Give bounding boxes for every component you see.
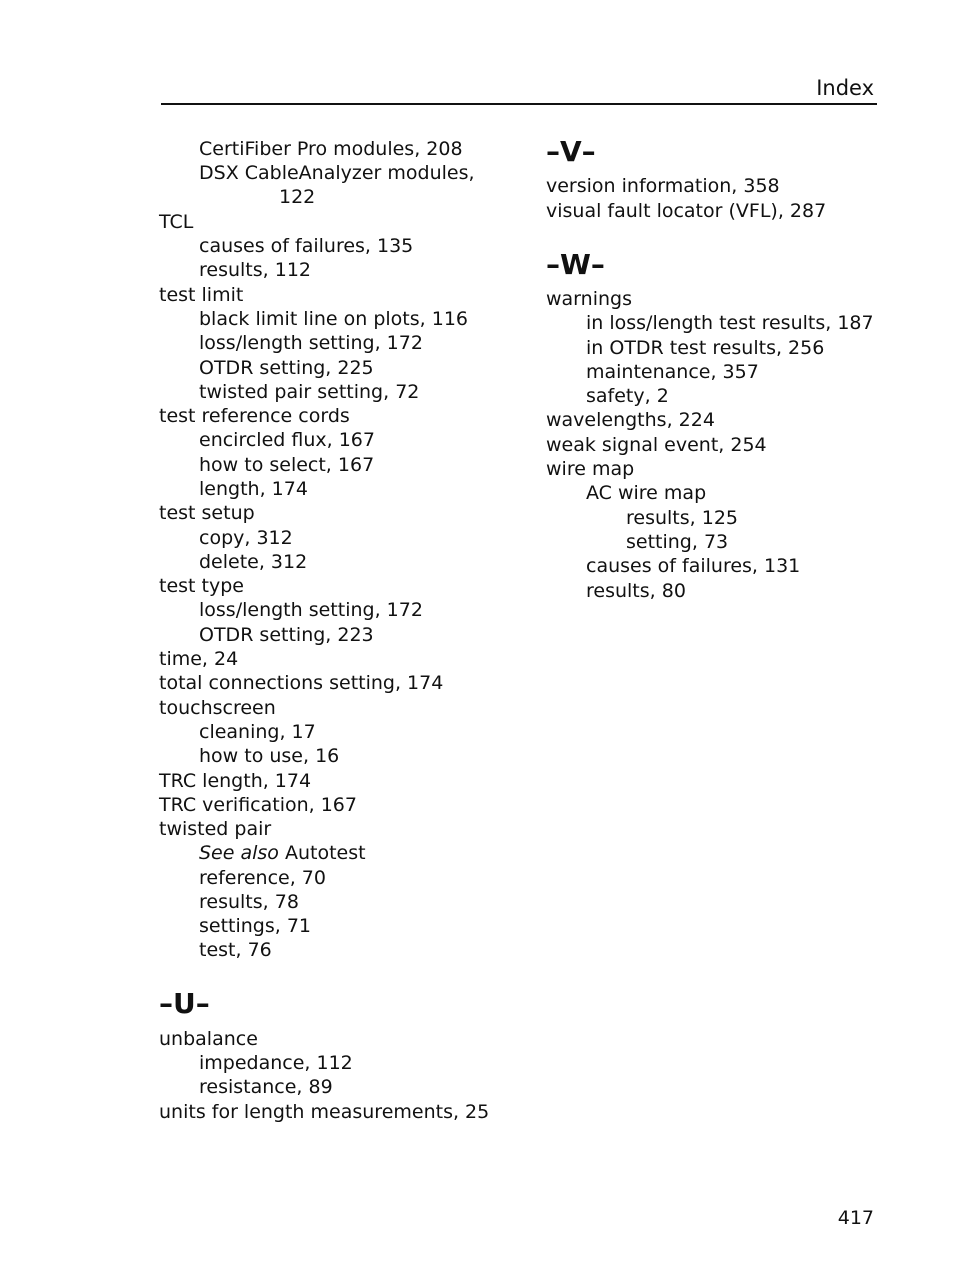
index-subentry: AC wire map <box>586 482 707 504</box>
index-subsubentry: results, 125 <box>626 507 738 529</box>
index-subentry: in OTDR test results, 256 <box>586 337 825 359</box>
index-subentry: black limit line on plots, 116 <box>199 308 468 330</box>
index-subentry: maintenance, 357 <box>586 361 759 383</box>
index-entry: weak signal event, 254 <box>546 434 767 456</box>
index-subentry: DSX CableAnalyzer modules, <box>199 162 475 184</box>
index-entry: total connections setting, 174 <box>159 672 444 694</box>
header-title: Index <box>816 76 874 100</box>
index-subentry: resistance, 89 <box>199 1076 333 1098</box>
index-subentry: causes of failures, 135 <box>199 235 414 257</box>
index-entry: TCL <box>159 211 194 233</box>
index-subentry: loss/length setting, 172 <box>199 332 423 354</box>
index-subentry: delete, 312 <box>199 551 308 573</box>
index-subentry: test, 76 <box>199 939 272 961</box>
index-entry: wavelengths, 224 <box>546 409 715 431</box>
index-subentry: how to select, 167 <box>199 454 375 476</box>
index-entry: test reference cords <box>159 405 350 427</box>
index-subentry: settings, 71 <box>199 915 312 937</box>
index-subentry-continuation: 122 <box>279 186 316 208</box>
index-entry: TRC verification, 167 <box>159 794 357 816</box>
section-heading-u: –U– <box>159 987 210 1020</box>
section-heading-v: –V– <box>546 135 596 168</box>
index-subentry: length, 174 <box>199 478 308 500</box>
index-entry: test setup <box>159 502 255 524</box>
header-rule <box>161 103 877 105</box>
see-also-target: Autotest <box>284 842 366 864</box>
index-subentry: OTDR setting, 225 <box>199 357 374 379</box>
index-subentry: safety, 2 <box>586 385 669 407</box>
index-entry: version information, 358 <box>546 175 780 197</box>
index-entry: units for length measurements, 25 <box>159 1101 490 1123</box>
index-entry: test type <box>159 575 244 597</box>
index-entry: warnings <box>546 288 632 310</box>
index-subentry: CertiFiber Pro modules, 208 <box>199 138 463 160</box>
index-subentry: loss/length setting, 172 <box>199 599 423 621</box>
index-entry: unbalance <box>159 1028 258 1050</box>
see-also-label: See also <box>199 842 279 864</box>
index-subentry: reference, 70 <box>199 867 326 889</box>
index-subentry: results, 80 <box>586 580 686 602</box>
index-entry: time, 24 <box>159 648 239 670</box>
index-entry: touchscreen <box>159 697 276 719</box>
index-entry: wire map <box>546 458 635 480</box>
index-entry: twisted pair <box>159 818 272 840</box>
index-subentry: results, 78 <box>199 891 299 913</box>
index-subentry: causes of failures, 131 <box>586 555 801 577</box>
index-subentry: OTDR setting, 223 <box>199 624 374 646</box>
index-subsubentry: setting, 73 <box>626 531 729 553</box>
page-number: 417 <box>837 1207 874 1229</box>
index-subentry: twisted pair setting, 72 <box>199 381 420 403</box>
index-subentry: copy, 312 <box>199 527 293 549</box>
index-subentry: results, 112 <box>199 259 311 281</box>
index-entry: visual fault locator (VFL), 287 <box>546 200 827 222</box>
index-subentry-see-also <box>199 841 366 865</box>
index-entry: TRC length, 174 <box>159 770 312 792</box>
index-entry: test limit <box>159 284 244 306</box>
index-subentry: encircled flux, 167 <box>199 429 375 451</box>
index-subentry: impedance, 112 <box>199 1052 353 1074</box>
section-heading-w: –W– <box>546 248 605 281</box>
index-subentry: how to use, 16 <box>199 745 340 767</box>
index-subentry: in loss/length test results, 187 <box>586 312 874 334</box>
index-subentry: cleaning, 17 <box>199 721 316 743</box>
